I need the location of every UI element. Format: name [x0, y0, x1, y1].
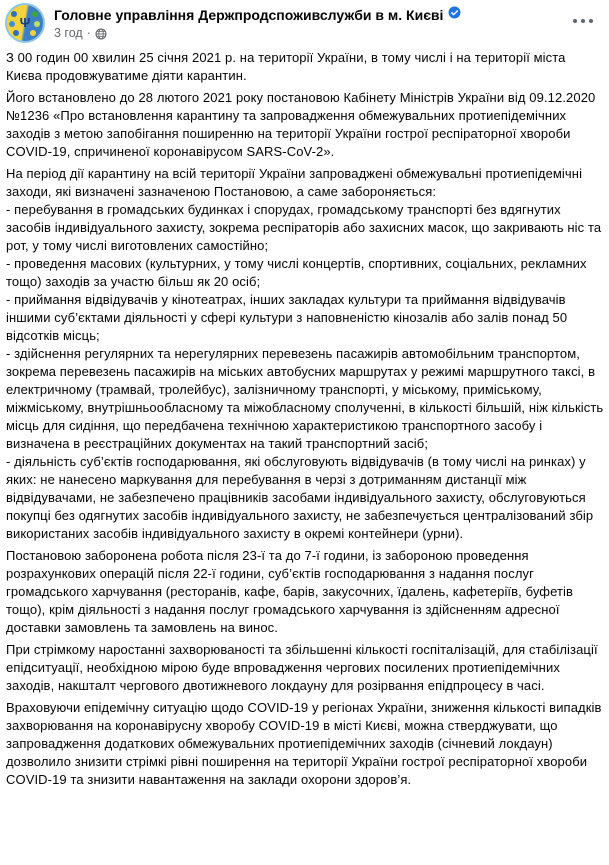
globe-privacy-icon	[95, 28, 107, 40]
paragraph-curfew-catering: Постановою заборонена робота після 23-ї та до 7-ї години, із забороною проведення розрахункових операцій після 22-ї години, суб’єктів господарювання з надання послуг громадського харчування (ресторанів, кафе, барів, закусочних, їдалень, кафетеріїв, буфетів тощо), крім діяльності з надання послуг громадського харчування із здійсненням адресної доставки замовлень та замовлень на винос.	[6, 548, 574, 635]
post-header-text	[54, 3, 461, 41]
avatar-emblem-dot	[13, 30, 19, 36]
paragraph-restrictions	[6, 165, 604, 543]
restriction-item-mass-events: - проведення масових (культурних, у тому числі концертів, спортивних, соціальних, рекламних тощо) заходів за участю більш як 20 осіб;	[6, 256, 587, 289]
restrictions-intro: На період дії карантину на всій території України запроваджені обмежувальні протиепідемічні заходи, які визначені зазначеною Постановою, а саме забороняється:	[6, 166, 583, 199]
restriction-item-public-buildings: - перебування в громадських будинках і спорудах, громадському транспорті без вдягнутих засобів індивідуального захисту, зокрема респіраторів або захисних масок, що закривають ніс та рот, у тому числі виготовлених самостійно;	[6, 202, 602, 253]
avatar-emblem-dot	[34, 21, 40, 27]
post-meta	[54, 26, 461, 41]
avatar-emblem-dot	[32, 11, 38, 17]
trident-emblem-icon: Ψ	[19, 15, 31, 31]
options-dot	[589, 19, 593, 23]
post-header	[0, 0, 609, 43]
restriction-item-transport: - здійснення регулярних та нерегулярних перевезень пасажирів автомобільним транспортом, зокрема перевезень пасажирів на міських автобусних маршрутах у режимі маршрутного таксі, в електричному (трамвай, тролейбус), залізничному транспорті, у міському, приміському, міжміському, внутрішньообласному та міжобласному сполученні, в кількості більшій, ніж кількість місць для сидіння, що передбачена технічною характеристикою транспортного засобу і визначена в реєстраційних документах на такий транспортний засіб;	[6, 346, 604, 451]
avatar-emblem-dot	[9, 21, 15, 27]
restriction-item-businesses: - діяльність суб’єктів господарювання, які обслуговують відвідувачів (в тому числі на ринках) у яких: не нанесено маркування для перебування в черзі з дотриманням дистанції між відвідувачами, не забезпечено працівників засобами індивідуального захисту, обслуговуються покупці без одягнутих засобів індивідуального захисту, не забезпечується централізований збір використаних засобів індивідуального захисту в окремі контейнери (урни).	[6, 454, 594, 541]
avatar-emblem-dot	[30, 30, 36, 36]
paragraph-possible-lockdown: При стрімкому наростанні захворюваності та збільшенні кількості госпіталізацій, для стабілізації епідситуації, необхідною мірою буде впровадження чергових посилених протиепідемічних заходів, накшталт чергового двотижневого локдауну для розірвання епідпроцесу в часі.	[6, 642, 598, 693]
restriction-item-cinemas: - приймання відвідувачів у кінотеатрах, інших закладах культури та приймання відвідувачів іншими суб’єктами діяльності у сфері культури з наповненістю кінозалів або залів понад 50 відсотків місць;	[6, 292, 568, 343]
page-avatar[interactable]	[5, 3, 45, 43]
page-name-link[interactable]: Головне управління Держпродспоживслужби в м. Києві	[54, 7, 444, 23]
post-options-button[interactable]	[569, 15, 597, 27]
verified-badge-icon	[448, 6, 461, 24]
paragraph-quarantine-continues: З 00 годин 00 хвилин 25 січня 2021 р. на території України, в тому числі і на території міста Києва продовжуватиме діяти карантин.	[6, 50, 566, 83]
timestamp-link[interactable]: 3 год	[54, 26, 83, 40]
options-dot	[573, 19, 577, 23]
meta-separator: ·	[86, 26, 91, 40]
avatar-emblem-dot	[11, 11, 17, 17]
post-text	[0, 43, 609, 789]
paragraph-resolution-1236: Його встановлено до 28 лютого 2021 року постановою Кабінету Міністрів України від 09.12.2020 №1236 «Про встановлення карантину та запровадження обмежувальних протиепідемічних заходів з метою запобігання поширенню на території України гострої респіраторної хвороби COVID-19, спричиненої коронавірусом SARS-CoV-2».	[6, 90, 596, 159]
paragraph-epidemic-situation: Враховуючи епідемічну ситуацію щодо COVID-19 у регіонах України, зниження кількості випадків захворювання на коронавірусну хворобу COVID-19 в місті Києві, можна стверджувати, що запровадження додаткових обмежувальних протиепідемічних заходів (січневий локдаун) дозволило знизити стрімкі рівні поширення на території України гострої респіраторної хвороби COVID-19 та знизити навантаження на заклади охорони здоров’я.	[6, 700, 602, 787]
options-dot	[581, 19, 585, 23]
